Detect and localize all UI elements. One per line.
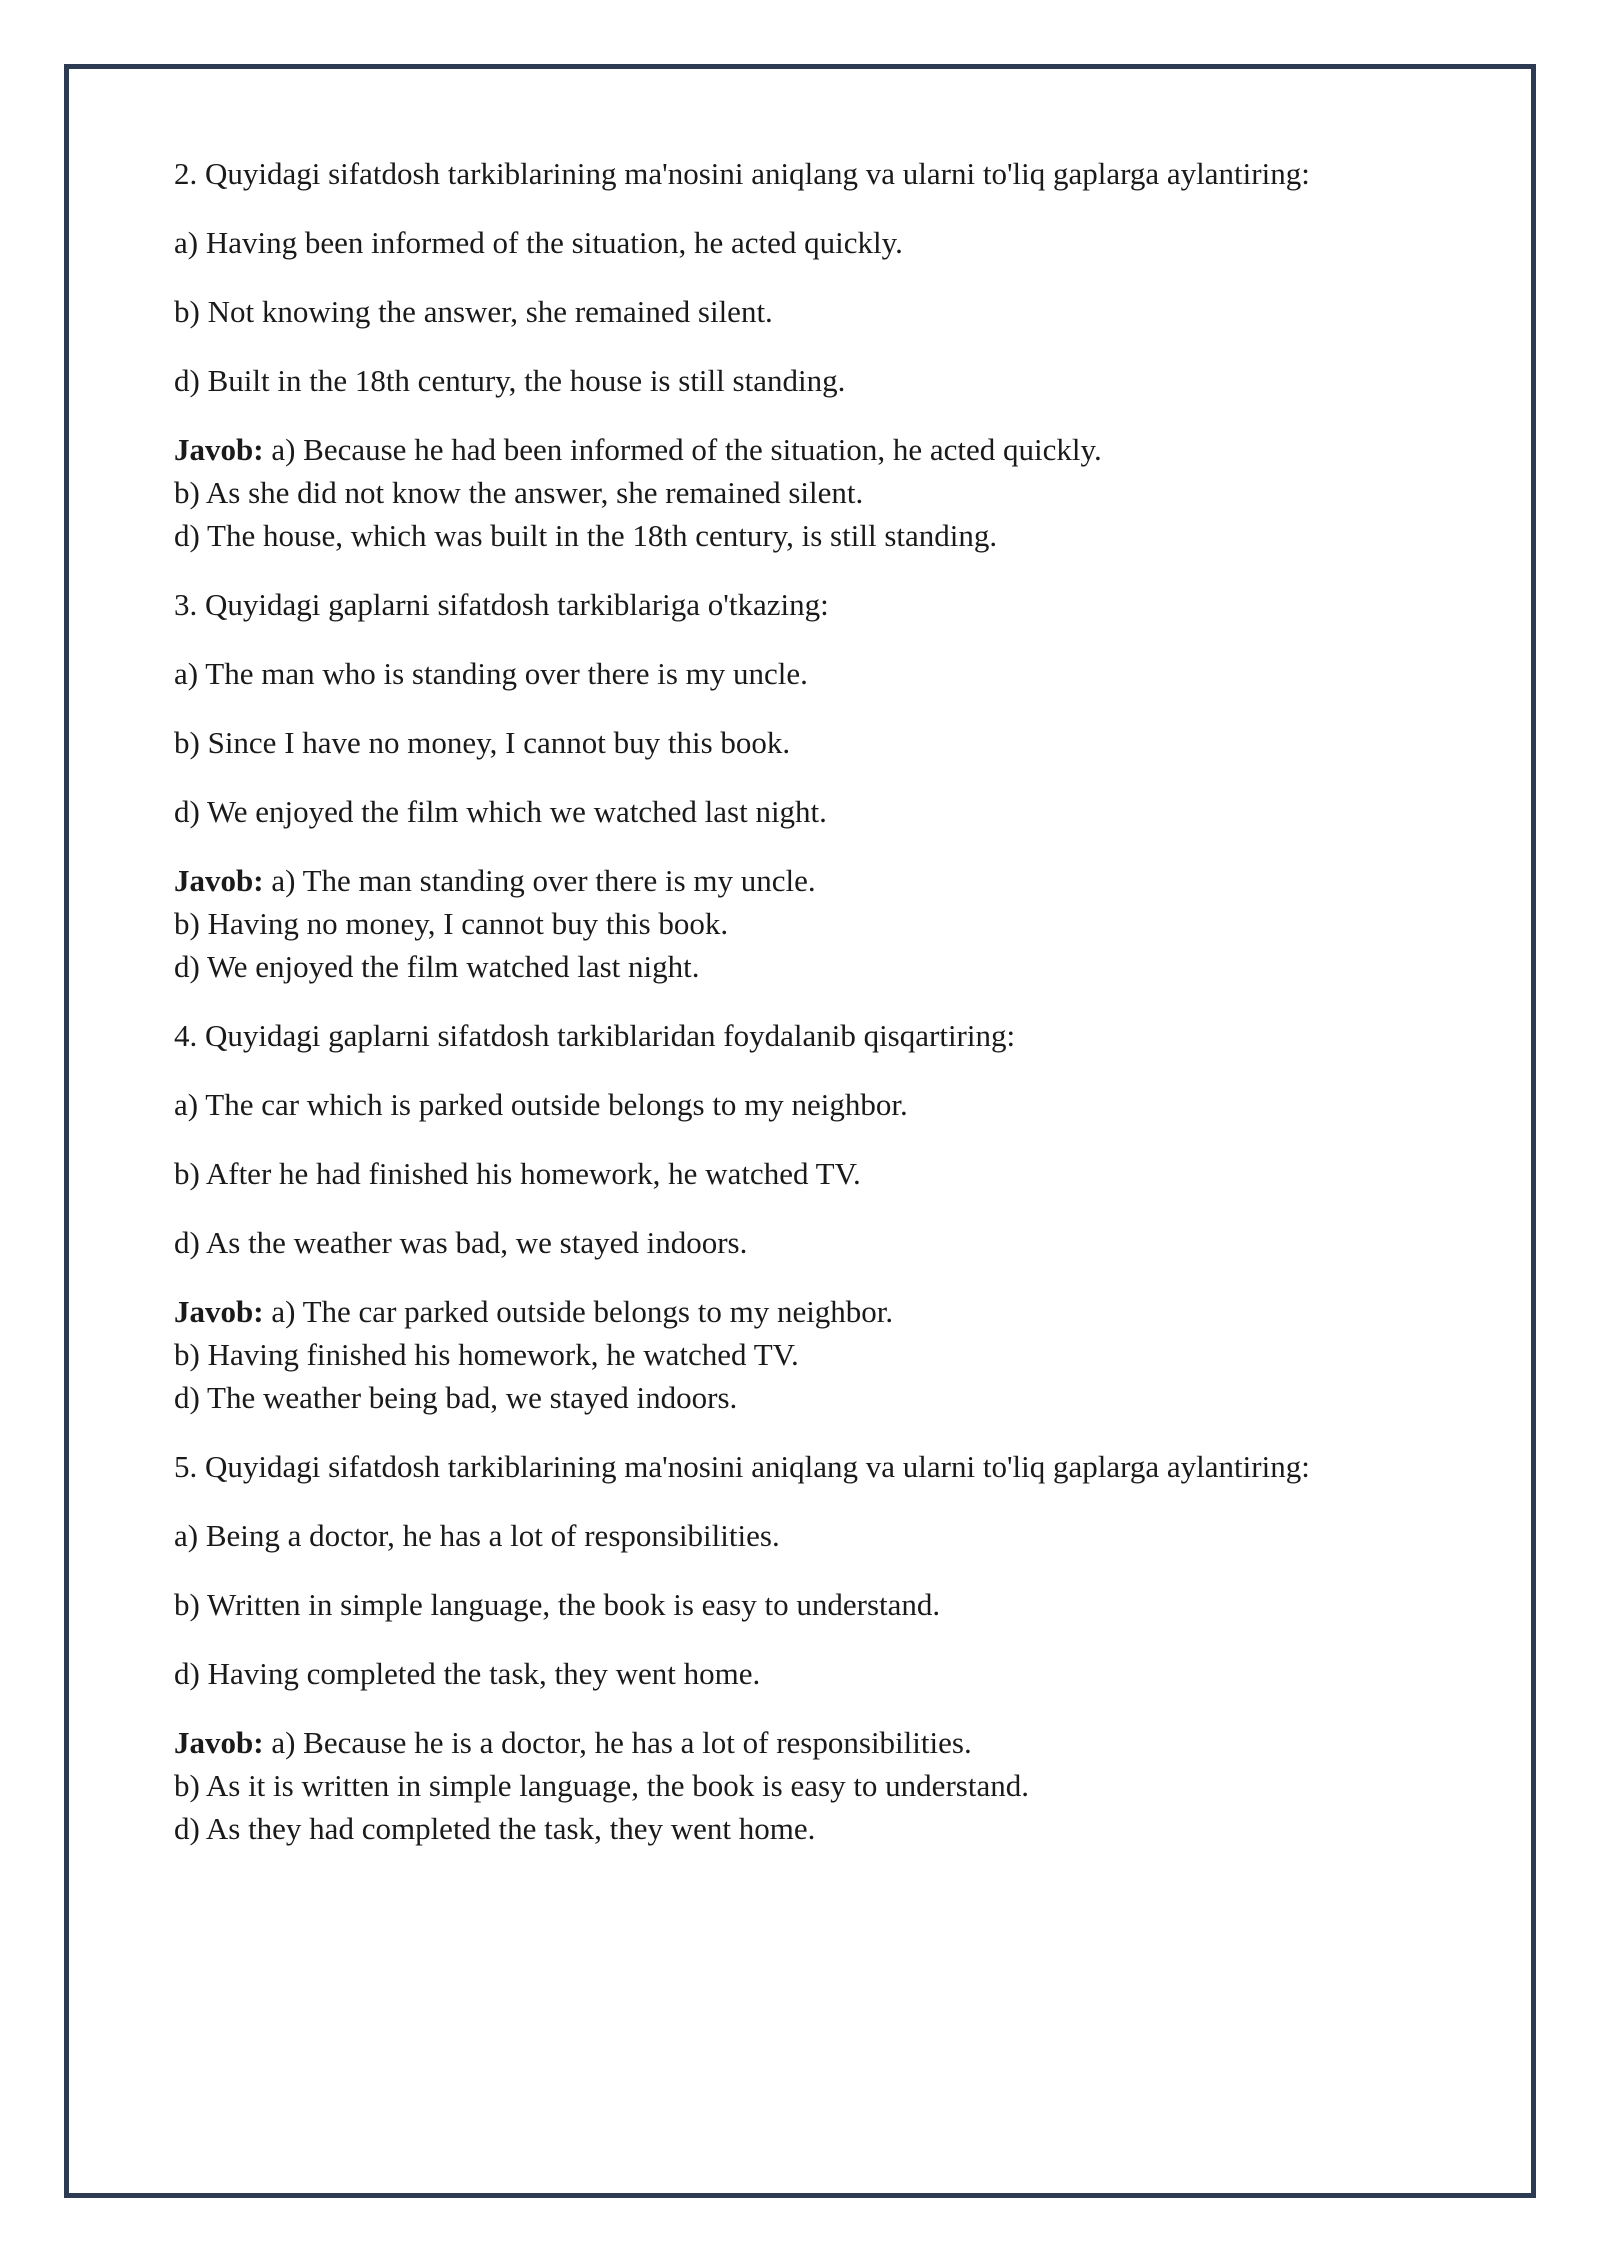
exercise-section [174, 583, 1424, 988]
exercise-section [174, 152, 1424, 557]
answer-label: Javob: [174, 1725, 264, 1760]
answer-line: d) The weather being bad, we stayed indoors. [174, 1380, 738, 1415]
answer-line [174, 428, 1424, 471]
exercise-section [174, 1445, 1424, 1850]
exercise-option: d) Built in the 18th century, the house is still standing. [174, 363, 846, 398]
answer-text: a) The man standing over there is my uncle. [263, 863, 816, 898]
exercise-option: b) Written in simple language, the book is easy to understand. [174, 1587, 941, 1622]
answer-label: Javob: [174, 863, 264, 898]
exercise-question: 3. Quyidagi gaplarni sifatdosh tarkiblariga o'tkazing: [174, 587, 829, 622]
exercise-option: b) Since I have no money, I cannot buy this book. [174, 725, 791, 760]
exercise-option: d) As the weather was bad, we stayed indoors. [174, 1225, 748, 1260]
exercise-option: a) Being a doctor, he has a lot of responsibilities. [174, 1518, 780, 1553]
answer-block [174, 859, 1424, 988]
exercise-option: b) Not knowing the answer, she remained silent. [174, 294, 773, 329]
exercise-question: 5. Quyidagi sifatdosh tarkiblarining ma'nosini aniqlang va ularni to'liq gaplarga aylantiring: [174, 1449, 1310, 1484]
answer-line [174, 1290, 1424, 1333]
exercise-option: b) After he had finished his homework, he watched TV. [174, 1156, 861, 1191]
answer-block [174, 428, 1424, 557]
answer-line: d) The house, which was built in the 18th century, is still standing. [174, 518, 998, 553]
answer-line [174, 1721, 1424, 1764]
answer-label: Javob: [174, 1294, 264, 1329]
exercise-option: a) The man who is standing over there is my uncle. [174, 656, 808, 691]
answer-block [174, 1721, 1424, 1850]
exercise-option: d) We enjoyed the film which we watched last night. [174, 794, 827, 829]
answer-text: a) The car parked outside belongs to my neighbor. [263, 1294, 894, 1329]
answer-text: a) Because he is a doctor, he has a lot of responsibilities. [263, 1725, 972, 1760]
answer-line: b) Having finished his homework, he watched TV. [174, 1337, 799, 1372]
answer-line: b) As she did not know the answer, she remained silent. [174, 475, 864, 510]
exercise-option: a) The car which is parked outside belongs to my neighbor. [174, 1087, 908, 1122]
exercise-option: d) Having completed the task, they went home. [174, 1656, 761, 1691]
answer-label: Javob: [174, 432, 264, 467]
answer-line: d) As they had completed the task, they went home. [174, 1811, 816, 1846]
document-content [174, 152, 1424, 1876]
answer-line: b) Having no money, I cannot buy this book. [174, 906, 729, 941]
answer-line: b) As it is written in simple language, the book is easy to understand. [174, 1768, 1029, 1803]
answer-block [174, 1290, 1424, 1419]
exercise-section [174, 1014, 1424, 1419]
answer-line [174, 859, 1424, 902]
answer-line: d) We enjoyed the film watched last night. [174, 949, 700, 984]
exercise-question: 4. Quyidagi gaplarni sifatdosh tarkiblaridan foydalanib qisqartiring: [174, 1018, 1016, 1053]
exercise-question: 2. Quyidagi sifatdosh tarkiblarining ma'nosini aniqlang va ularni to'liq gaplarga aylantiring: [174, 156, 1310, 191]
answer-text: a) Because he had been informed of the situation, he acted quickly. [263, 432, 1102, 467]
exercise-option: a) Having been informed of the situation, he acted quickly. [174, 225, 903, 260]
